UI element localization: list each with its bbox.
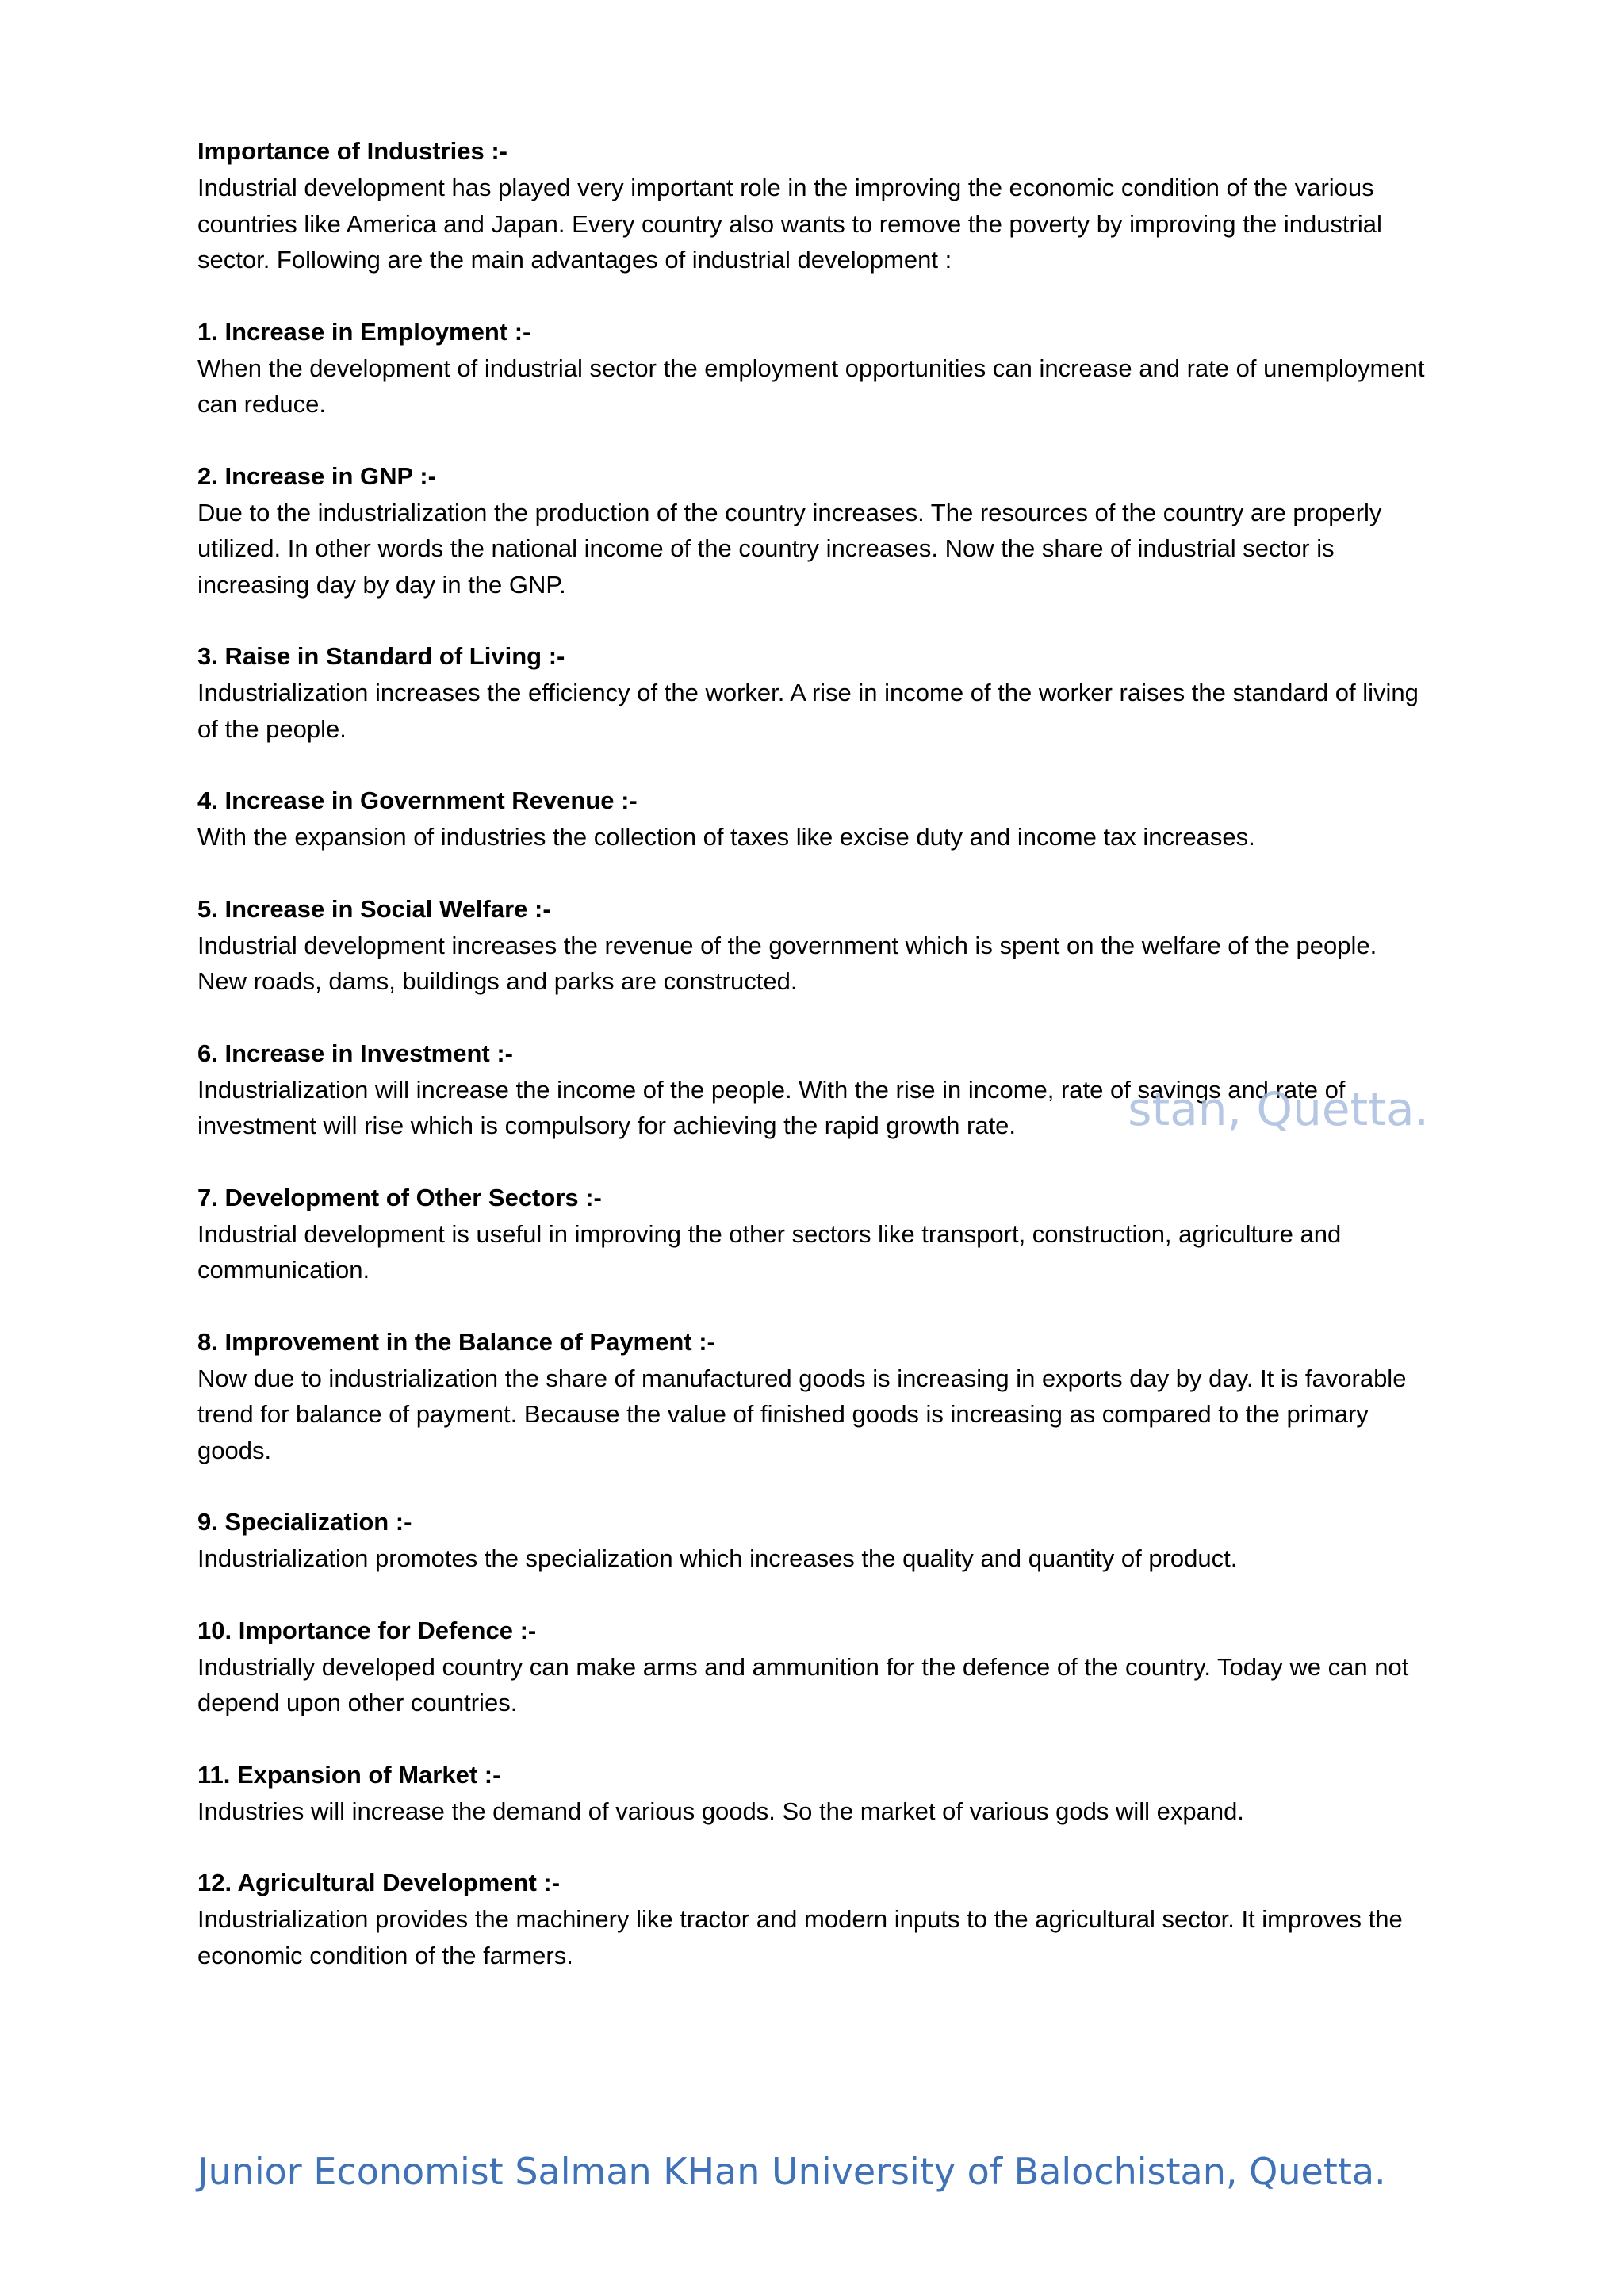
footer-credit: Junior Economist Salman KHan University of Balochistan, Quetta. <box>197 2150 1386 2193</box>
section-text: Industrialization increases the efficiency of the worker. A rise in income of the worker raises the standard of living of the people. <box>197 679 1419 743</box>
section-heading: 11. Expansion of Market :- <box>197 1760 501 1789</box>
section-heading: 4. Increase in Government Revenue :- <box>197 786 638 814</box>
section-defence <box>197 1613 1427 1721</box>
section-heading: 12. Agricultural Development :- <box>197 1869 561 1896</box>
section-text: Industries will increase the demand of various goods. So the market of various gods will expand. <box>197 1797 1244 1825</box>
section-text: Industrial development is useful in improving the other sectors like transport, construction, agriculture and communication. <box>197 1219 1342 1284</box>
section-agricultural-development <box>197 1865 1427 1973</box>
section-market-expansion <box>197 1757 1427 1830</box>
section-text: Industrialization promotes the specialization which increases the quality and quantity of product. <box>197 1544 1238 1572</box>
watermark-text: stan, Quetta. <box>1128 1082 1429 1136</box>
section-heading: 1. Increase in Employment :- <box>197 317 531 346</box>
section-text: Industrialization provides the machinery like tractor and modern inputs to the agricultural sector. It improves the economic condition of the farmers. <box>197 1905 1403 1969</box>
section-heading: 6. Increase in Investment :- <box>197 1039 513 1067</box>
section-social-welfare <box>197 891 1427 1000</box>
section-heading: 9. Specialization :- <box>197 1508 412 1536</box>
section-other-sectors <box>197 1180 1427 1288</box>
section-text: When the development of industrial sector the employment opportunities can increase and rate of unemployment can reduce. <box>197 354 1425 418</box>
section-government-revenue <box>197 783 1427 855</box>
section-text: Industrialization will increase the income of the people. With the rise in income, rate of savings and rate of investment will rise which is compulsory for achieving the rapid growth rate. <box>197 1075 1346 1139</box>
section-text: Now due to industrialization the share of manufactured goods is increasing in exports day by day. It is favorable trend for balance of payment. Because the value of finished goods is increasing as compared to the primary goods. <box>197 1364 1407 1464</box>
document-body <box>197 133 1427 1973</box>
section-specialization <box>197 1504 1427 1577</box>
section-heading: 10. Importance for Defence :- <box>197 1616 537 1644</box>
section-heading: 5. Increase in Social Welfare :- <box>197 894 551 923</box>
section-employment <box>197 314 1427 423</box>
document-title: Importance of Industries :- <box>197 137 508 165</box>
section-standard-of-living <box>197 638 1427 747</box>
section-text: Industrial development increases the revenue of the government which is spent on the welfare of the people. New roads, dams, buildings and parks are constructed. <box>197 931 1377 995</box>
section-heading: 3. Raise in Standard of Living :- <box>197 642 565 670</box>
section-heading: 7. Development of Other Sectors :- <box>197 1183 602 1211</box>
section-balance-of-payment <box>197 1324 1427 1469</box>
section-gnp <box>197 458 1427 603</box>
section-text: With the expansion of industries the collection of taxes like excise duty and income tax increases. <box>197 823 1255 851</box>
section-heading: 2. Increase in GNP :- <box>197 461 436 490</box>
section-heading: 8. Improvement in the Balance of Payment :- <box>197 1327 715 1356</box>
section-text: Due to the industrialization the production of the country increases. The resources of the country are properly utilized. In other words the national income of the country increases. Now the share of industrial sector is increasing day by day in the GNP. <box>197 498 1382 599</box>
section-text: Industrially developed country can make arms and ammunition for the defence of the country. Today we can not depend upon other countries. <box>197 1652 1409 1716</box>
intro-paragraph: Industrial development has played very important role in the improving the economic condition of the various countries like America and Japan. Every country also wants to remove the poverty by improving the industrial sector. Following are the main advantages of industrial development : <box>197 174 1382 274</box>
